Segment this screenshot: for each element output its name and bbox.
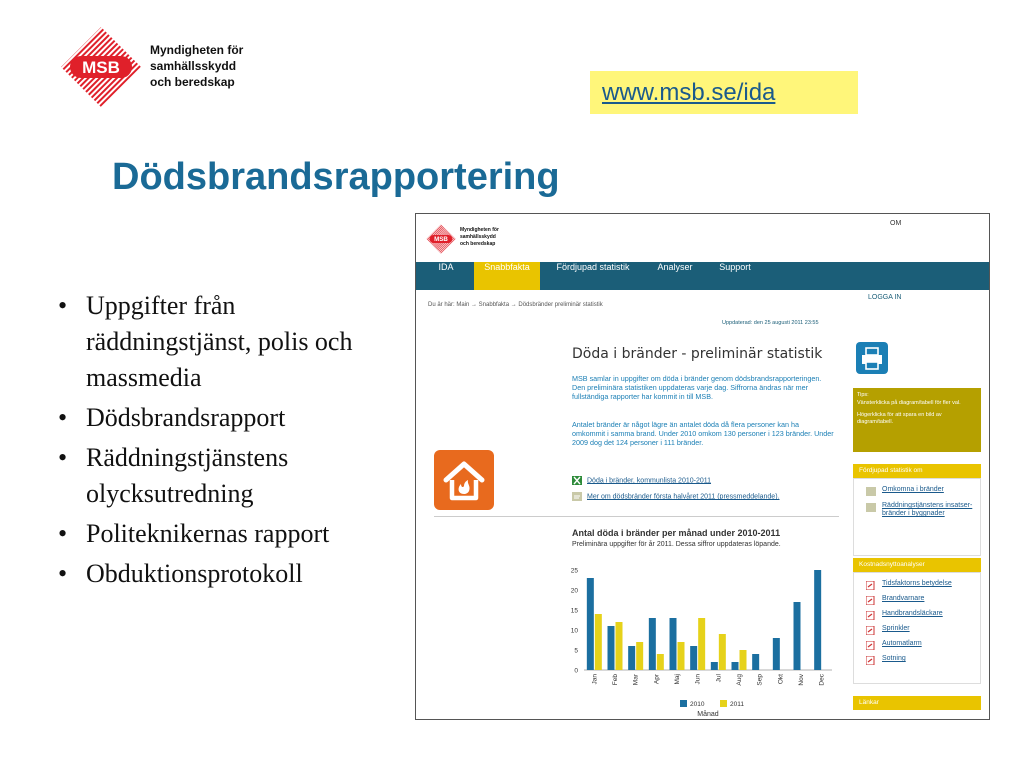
sidebar-link-pdf[interactable]: Sotning <box>882 655 906 662</box>
sidebar-heading-lankar: Länkar <box>853 696 981 710</box>
pdf-icon <box>866 611 876 620</box>
breadcrumb: Du är här: Main → Snabbfakta → Dödsbränder preliminär statistik <box>428 302 603 308</box>
bar-2010-jun <box>690 646 697 670</box>
nav-item-snabbfakta[interactable]: Snabbfakta <box>474 262 540 290</box>
legend-swatch-2010 <box>680 700 687 707</box>
pdf-icon <box>866 626 876 635</box>
main-nav <box>416 262 989 290</box>
bar-2010-dec <box>814 570 821 670</box>
nav-item-analyser[interactable]: Analyser <box>657 262 693 272</box>
logo-agency-name-small <box>460 227 499 248</box>
press-release-link[interactable] <box>572 492 779 501</box>
y-tick-label: 0 <box>574 667 578 675</box>
y-tick-label: 5 <box>574 647 578 655</box>
bar-2010-jan <box>587 578 594 670</box>
msb-logo-small <box>426 224 456 254</box>
bar-2011-jun <box>698 618 705 670</box>
website-screenshot <box>415 213 990 720</box>
intro-paragraph: MSB samlar in uppgifter om döda i bränder genom dödsbrandsrapporteringen. Den preliminära statistiken uppdateras varje dag. Siffrorna ändras när mer fullständiga rapporter har kommit in till MSB. <box>572 374 822 401</box>
logo-line: Myndigheten för <box>460 227 499 233</box>
msb-logo-small-mark: MSB <box>434 236 448 244</box>
bullet-item <box>58 288 398 396</box>
nav-item-support[interactable]: Support <box>719 262 751 272</box>
link-icon <box>866 487 876 496</box>
nav-item-ida[interactable]: IDA <box>438 262 454 272</box>
bar-2011-mar <box>636 642 643 670</box>
pdf-icon <box>866 656 876 665</box>
x-tick-label: Mar <box>632 674 640 686</box>
print-button[interactable] <box>856 342 888 374</box>
sidebar-link-pdf[interactable]: Sprinkler <box>882 625 910 632</box>
logo-line: samhällsskydd <box>460 234 496 240</box>
excel-download-label: Döda i bränder, kommunlista 2010-2011 <box>587 477 712 485</box>
bullet-glyph: • <box>58 403 68 432</box>
bullet-item <box>58 556 398 592</box>
sidebar-link-omkomna[interactable]: Omkomna i bränder <box>882 486 944 493</box>
bar-2010-sep <box>752 654 759 670</box>
bullet-glyph: • <box>58 443 68 472</box>
x-tick-label: Sep <box>756 674 764 686</box>
sidebar-link-pdf[interactable]: Tidsfaktorns betydelse <box>882 580 952 587</box>
tip-heading: Tips: <box>857 392 869 398</box>
bar-2011-feb <box>616 622 623 670</box>
tip-text: Högerklicka för att spara en bild av diagram/tabell. <box>857 412 942 425</box>
bullet-glyph: • <box>58 519 68 548</box>
x-tick-label: Jan <box>591 674 599 685</box>
sidebar-heading-fordjupad: Fördjupad statistik om <box>853 464 981 478</box>
msb-logo-mark: MSB <box>82 58 120 77</box>
page-heading: Döda i bränder - preliminär statistik <box>572 346 823 362</box>
tips-box <box>853 388 981 452</box>
info-paragraph: Antalet bränder är något lägre än antalet döda då flera personer kan ha omkommit i samma brand. Under 2010 omkom 130 personer i 123 bränder. Under 2009 dog det 124 personer i 111 bränder. <box>572 420 834 447</box>
bar-2010-apr <box>649 618 656 670</box>
bullet-item <box>58 400 398 436</box>
y-tick-label: 20 <box>570 587 578 595</box>
chart-title: Antal döda i bränder per månad under 2010-2011 <box>572 528 781 538</box>
link-icon <box>866 503 876 512</box>
press-release-label: Mer om dödsbränder första halvåret 2011 (pressmeddelande). <box>587 493 780 501</box>
website-link[interactable]: www.msb.se/ida <box>602 79 776 106</box>
om-link[interactable]: OM <box>890 220 902 227</box>
bar-2010-nov <box>794 602 801 670</box>
chart-subtitle: Preliminära uppgifter för år 2011. Dessa siffror uppdateras löpande. <box>572 541 781 548</box>
bar-2010-feb <box>608 626 615 670</box>
bar-2010-maj <box>670 618 677 670</box>
x-tick-label: Aug <box>736 674 743 686</box>
bar-2011-maj <box>678 642 685 670</box>
x-tick-label: Apr <box>653 674 661 685</box>
bar-2010-mar <box>628 646 635 670</box>
sidebar-link-pdf[interactable]: Brandvarnare <box>882 595 925 602</box>
y-tick-label: 10 <box>570 627 578 635</box>
excel-icon <box>572 476 582 485</box>
document-link-icon <box>572 492 582 501</box>
sidebar-link-raddningstjanstens[interactable]: Räddningstjänstens insatser-bränder i byggnader <box>882 502 973 517</box>
x-tick-label: Okt <box>777 674 785 685</box>
bar-chart[interactable] <box>556 554 846 719</box>
x-tick-label: Maj <box>674 674 681 685</box>
bar-2011-aug <box>740 650 747 670</box>
bullet-text: Uppgifter från räddningstjänst, polis och massmedia <box>86 291 353 392</box>
bullet-item <box>58 516 398 552</box>
logo-line: samhällsskydd <box>150 59 237 73</box>
printer-icon <box>856 342 888 374</box>
excel-download-link[interactable] <box>572 476 711 485</box>
legend-label: 2010 <box>690 701 705 708</box>
bullet-text: Räddningstjänstens olycksutredning <box>86 443 289 508</box>
logo-agency-name <box>150 42 243 90</box>
bar-2010-okt <box>773 638 780 670</box>
y-tick-label: 25 <box>570 567 578 575</box>
fire-house-icon <box>434 450 494 510</box>
nav-item-fordjupad-statistik[interactable]: Fördjupad statistik <box>556 262 630 272</box>
msb-logo <box>60 26 142 108</box>
url-highlight-box <box>590 71 858 114</box>
x-tick-label: Feb <box>612 674 619 686</box>
pdf-icon <box>866 641 876 650</box>
x-tick-label: Jul <box>715 674 723 683</box>
bar-2011-jan <box>595 614 602 670</box>
pdf-icon <box>866 596 876 605</box>
bullet-text: Politeknikernas rapport <box>86 519 330 548</box>
logo-line: och beredskap <box>460 241 496 247</box>
pdf-icon <box>866 581 876 590</box>
sidebar-link-pdf[interactable]: Handbrandsläckare <box>882 610 943 617</box>
sidebar-link-pdf[interactable]: Automatlarm <box>882 640 922 647</box>
logo-line: Myndigheten för <box>150 43 244 57</box>
updated-timestamp: Uppdaterad: den 25 augusti 2011 23:55 <box>722 320 819 326</box>
sidebar-heading-kostnad: Kostnadsnyttoanalyser <box>853 558 981 572</box>
bullet-glyph: • <box>58 291 68 320</box>
legend-swatch-2011 <box>720 700 727 707</box>
section-divider <box>434 516 839 517</box>
bullet-item <box>58 440 398 512</box>
tip-text: Vänsterklicka på diagram/tabell för fler val. <box>857 400 961 406</box>
bullet-text: Obduktionsprotokoll <box>86 559 303 588</box>
y-tick-label: 15 <box>570 607 578 615</box>
x-tick-label: Dec <box>818 674 826 686</box>
bullet-text: Dödsbrandsrapport <box>86 403 286 432</box>
x-tick-label: Nov <box>798 674 805 686</box>
bar-2011-jul <box>719 634 726 670</box>
bar-2011-apr <box>657 654 664 670</box>
bullet-glyph: • <box>58 559 68 588</box>
bar-2010-jul <box>711 662 718 670</box>
logo-line: och beredskap <box>150 75 235 89</box>
bar-2010-aug <box>732 662 739 670</box>
bullet-list <box>58 288 398 596</box>
x-tick-label: Jun <box>694 674 702 685</box>
login-link[interactable]: LOGGA IN <box>868 294 902 301</box>
slide-title: Dödsbrandsrapportering <box>112 156 560 198</box>
x-axis-title: Månad <box>697 711 719 718</box>
legend-label: 2011 <box>730 701 744 708</box>
